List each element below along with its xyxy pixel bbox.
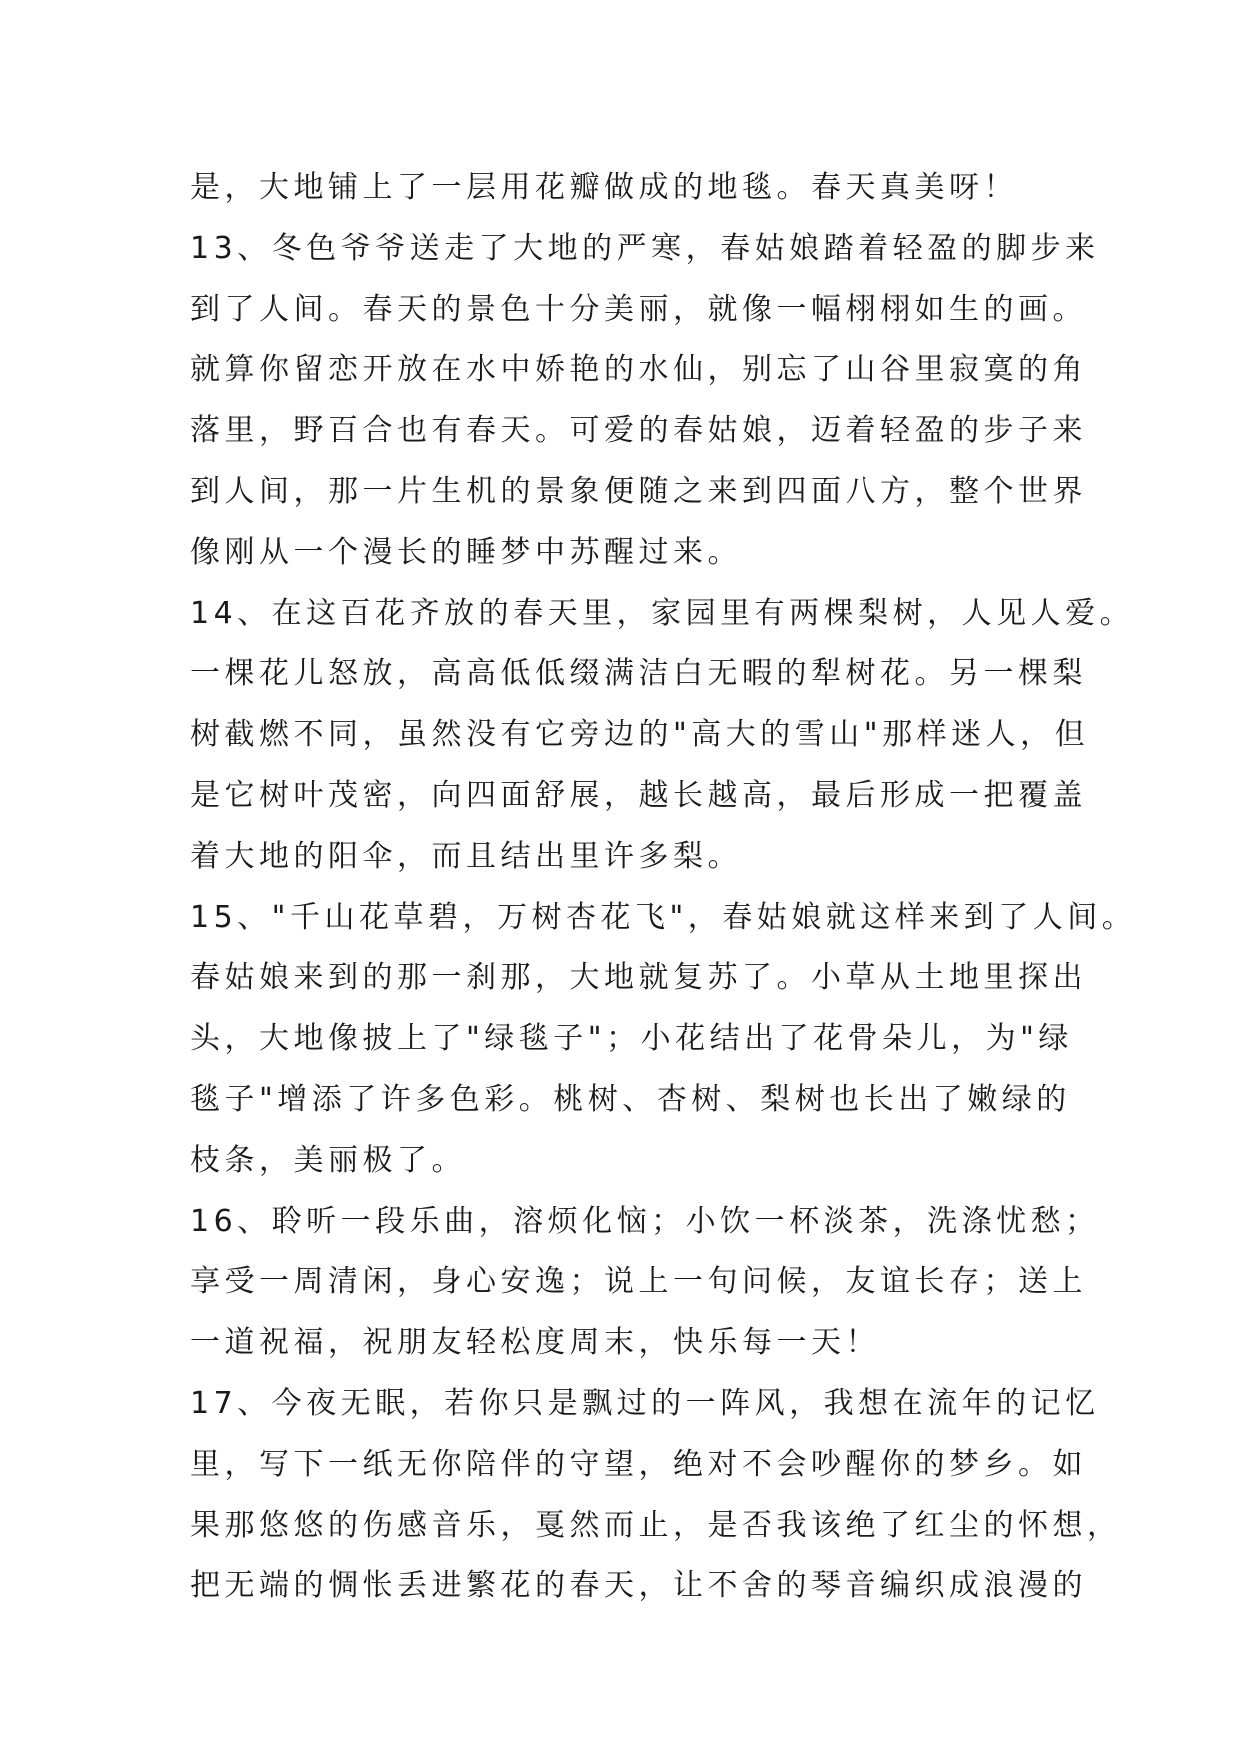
- text-line: 15、"千山花草碧，万树杏花飞"，春姑娘就这样来到了人间。: [190, 899, 1137, 935]
- text-line: 到人间，那一片生机的景象便随之来到四面八方，整个世界: [190, 473, 1087, 509]
- text-line: 就算你留恋开放在水中娇艳的水仙，别忘了山谷里寂寞的角: [190, 352, 1087, 388]
- text-line: 16、聆听一段乐曲，溶烦化恼；小饮一杯淡茶，洗涤忧愁；: [190, 1203, 1100, 1239]
- text-line: 里，写下一纸无你陪伴的守望，绝对不会吵醒你的梦乡。如: [190, 1446, 1087, 1482]
- text-line: 到了人间。春天的景色十分美丽，就像一幅栩栩如生的画。: [190, 291, 1087, 327]
- text-line: 毯子"增添了许多色彩。桃树、杏树、梨树也长出了嫩绿的: [190, 1081, 1071, 1117]
- text-line: 树截燃不同，虽然没有它旁边的"高大的雪山"那样迷人，但: [190, 717, 1090, 753]
- text-line: 14、在这百花齐放的春天里，家园里有两棵梨树，人见人爱。: [190, 595, 1135, 631]
- text-line: 享受一周清闲，身心安逸；说上一句问候，友谊长存；送上: [190, 1264, 1087, 1300]
- text-line: 头，大地像披上了"绿毯子"；小花结出了花骨朵儿，为"绿: [190, 1021, 1073, 1057]
- text-line: 13、冬色爷爷送走了大地的严寒，春姑娘踏着轻盈的脚步来: [190, 230, 1100, 266]
- text-line: 把无端的惆怅丢进繁花的春天，让不舍的琴音编织成浪漫的: [190, 1568, 1087, 1604]
- text-line: 一道祝福，祝朋友轻松度周末，快乐每一天！: [190, 1325, 880, 1361]
- text-line: 像刚从一个漫长的睡梦中苏醒过来。: [190, 534, 742, 570]
- text-line: 春姑娘来到的那一刹那，大地就复苏了。小草从土地里探出: [190, 960, 1087, 996]
- text-line: 是，大地铺上了一层用花瓣做成的地毯。春天真美呀！: [190, 170, 1018, 205]
- text-line: 着大地的阳伞，而且结出里许多梨。: [190, 838, 742, 874]
- text-line: 17、今夜无眠，若你只是飘过的一阵风，我想在流年的记忆: [190, 1385, 1100, 1421]
- text-line: 一棵花儿怒放，高高低低缀满洁白无暇的犁树花。另一棵梨: [190, 656, 1087, 692]
- text-line: 枝条，美丽极了。: [190, 1142, 466, 1178]
- body-text: [190, 158, 1137, 1617]
- text-line: 落里，野百合也有春天。可爱的春姑娘，迈着轻盈的步子来: [190, 413, 1087, 449]
- text-line: 是它树叶茂密，向四面舒展，越长越高，最后形成一把覆盖: [190, 777, 1087, 813]
- text-line: 果那悠悠的伤感音乐，戛然而止，是否我该绝了红尘的怀想，: [190, 1507, 1122, 1543]
